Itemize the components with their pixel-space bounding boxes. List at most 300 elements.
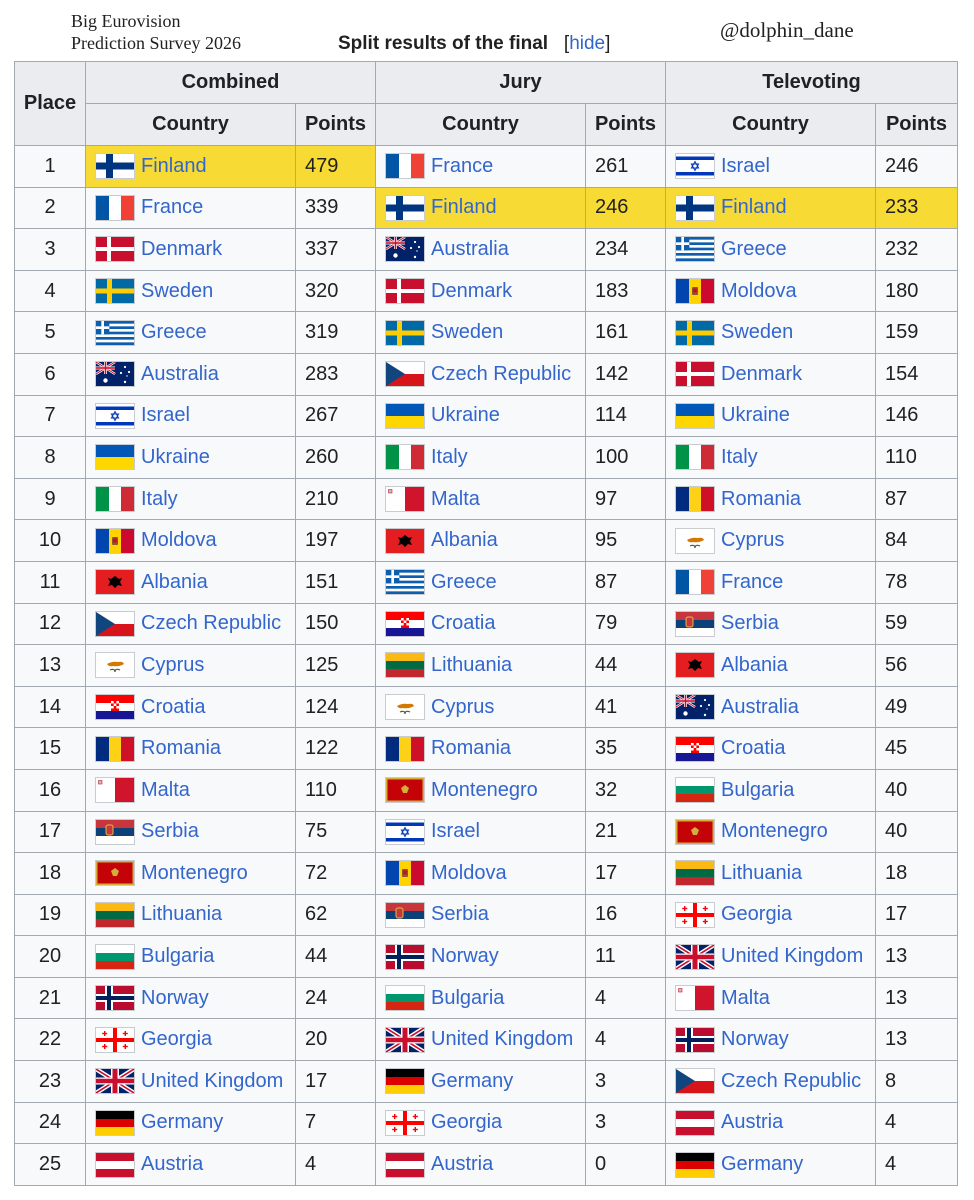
place-cell: 20 — [15, 936, 86, 978]
country-link[interactable]: Germany — [141, 1111, 224, 1134]
finland-flag — [95, 153, 135, 179]
televoting-country-cell — [666, 853, 876, 895]
combined-country-cell — [86, 353, 296, 395]
country-link[interactable]: Romania — [141, 737, 222, 760]
combined-points-cell: 267 — [296, 395, 376, 437]
country-link[interactable]: United Kingdom — [431, 1028, 574, 1051]
survey-title — [71, 10, 241, 54]
country-link[interactable]: United Kingdom — [721, 945, 864, 968]
country-link[interactable]: Serbia — [431, 903, 489, 926]
table-row — [15, 769, 958, 811]
televoting-country-cell — [666, 811, 876, 853]
country-link[interactable]: Italy — [721, 445, 758, 468]
austria-flag — [95, 1152, 135, 1178]
combined-country-cell — [86, 769, 296, 811]
lithuania-flag — [95, 902, 135, 928]
country-link[interactable]: Bulgaria — [141, 945, 215, 968]
televoting-points-cell: 84 — [876, 520, 958, 562]
country-link[interactable]: Georgia — [141, 1028, 213, 1051]
croatia-flag — [95, 694, 135, 720]
jury-points-cell: 234 — [586, 229, 666, 271]
croatia-flag — [675, 736, 715, 762]
combined-points-cell: 75 — [296, 811, 376, 853]
country-link[interactable]: Israel — [721, 154, 770, 177]
serbia-flag — [385, 902, 425, 928]
austria-flag — [385, 1152, 425, 1178]
jury-points-cell: 3 — [586, 1102, 666, 1144]
country-link[interactable]: Israel — [141, 404, 190, 427]
table-row — [15, 146, 958, 188]
country-link[interactable]: Malta — [141, 778, 190, 801]
austria-flag — [675, 1110, 715, 1136]
combined-points-cell: 339 — [296, 187, 376, 229]
place-cell: 3 — [15, 229, 86, 271]
country-link[interactable]: Denmark — [721, 362, 803, 385]
finland-flag — [675, 195, 715, 221]
jury-country-cell — [376, 478, 586, 520]
table-row — [15, 395, 958, 437]
country-link[interactable]: Georgia — [431, 1111, 503, 1134]
combined-points-cell: 122 — [296, 728, 376, 770]
televoting-points-cell: 159 — [876, 312, 958, 354]
finland-flag — [385, 195, 425, 221]
country-link[interactable]: Serbia — [721, 612, 779, 635]
greece-flag — [385, 569, 425, 595]
country-link[interactable]: Ukraine — [141, 445, 210, 468]
table-caption: Split results of the final [hide] — [338, 33, 611, 54]
country-link[interactable]: Italy — [141, 487, 178, 510]
jury-country-cell — [376, 561, 586, 603]
jury-country-cell — [376, 312, 586, 354]
combined-points-cell: 110 — [296, 769, 376, 811]
place-cell: 17 — [15, 811, 86, 853]
televoting-points-cell: 13 — [876, 936, 958, 978]
combined-country-cell — [86, 936, 296, 978]
televoting-country-cell — [666, 270, 876, 312]
televoting-points-cell: 8 — [876, 1061, 958, 1103]
jury-country-cell — [376, 146, 586, 188]
country-link[interactable]: Sweden — [431, 321, 504, 344]
denmark-flag — [675, 361, 715, 387]
jury-header: Jury — [376, 62, 666, 104]
televoting-points-cell: 13 — [876, 977, 958, 1019]
country-link[interactable]: United Kingdom — [141, 1069, 284, 1092]
country-link[interactable]: Australia — [721, 695, 799, 718]
combined-points-cell: 44 — [296, 936, 376, 978]
country-link[interactable]: Czech Republic — [431, 362, 572, 385]
place-cell: 22 — [15, 1019, 86, 1061]
country-link[interactable]: Greece — [431, 570, 497, 593]
combined-header: Combined — [86, 62, 376, 104]
place-cell: 11 — [15, 561, 86, 603]
televoting-points-cell: 49 — [876, 686, 958, 728]
combined-country-cell — [86, 603, 296, 645]
televoting-points-cell: 17 — [876, 894, 958, 936]
televoting-points-cell: 110 — [876, 437, 958, 479]
country-link[interactable]: Germany — [431, 1069, 514, 1092]
combined-country-cell — [86, 1144, 296, 1186]
cyprus-flag — [95, 652, 135, 678]
televoting-country-cell — [666, 146, 876, 188]
norway-flag — [385, 944, 425, 970]
table-row — [15, 229, 958, 271]
country-link[interactable]: Moldova — [721, 279, 797, 302]
jury-country-cell — [376, 603, 586, 645]
norway-flag — [95, 985, 135, 1011]
place-cell: 5 — [15, 312, 86, 354]
denmark-flag — [95, 236, 135, 262]
jury-country-cell — [376, 1019, 586, 1061]
televoting-points-cell: 18 — [876, 853, 958, 895]
combined-points-cell: 20 — [296, 1019, 376, 1061]
televoting-country-cell — [666, 977, 876, 1019]
germany-flag — [95, 1110, 135, 1136]
jury-points-cell: 35 — [586, 728, 666, 770]
country-link[interactable]: Cyprus — [431, 695, 495, 718]
jury-country-cell — [376, 1102, 586, 1144]
combined-country-cell — [86, 1102, 296, 1144]
table-row — [15, 1061, 958, 1103]
combined-country-cell — [86, 977, 296, 1019]
country-link[interactable]: Norway — [431, 945, 499, 968]
israel-flag — [95, 403, 135, 429]
germany-flag — [675, 1152, 715, 1178]
jury-country-cell — [376, 769, 586, 811]
jury-country-cell — [376, 270, 586, 312]
combined-country-cell — [86, 853, 296, 895]
televoting-country-cell — [666, 1102, 876, 1144]
jury-points-cell: 0 — [586, 1144, 666, 1186]
country-link[interactable]: Croatia — [431, 612, 496, 635]
table-row — [15, 561, 958, 603]
table-row — [15, 187, 958, 229]
country-link[interactable]: Moldova — [431, 861, 507, 884]
country-link[interactable]: Romania — [721, 487, 802, 510]
jury-points-cell: 95 — [586, 520, 666, 562]
combined-points-cell: 24 — [296, 977, 376, 1019]
greece-flag — [675, 236, 715, 262]
caption-title: Split results of the final — [338, 33, 549, 54]
table-row — [15, 686, 958, 728]
country-link[interactable]: Austria — [431, 1153, 494, 1176]
televoting-points-cell: 40 — [876, 769, 958, 811]
televoting-country-cell — [666, 1061, 876, 1103]
georgia-flag — [385, 1110, 425, 1136]
jury-points-cell: 161 — [586, 312, 666, 354]
country-link[interactable]: Greece — [141, 321, 207, 344]
combined-points-cell: 320 — [296, 270, 376, 312]
country-link[interactable]: Germany — [721, 1153, 804, 1176]
country-link[interactable]: France — [141, 196, 204, 219]
country-link[interactable]: Croatia — [141, 695, 206, 718]
televoting-points-cell: 146 — [876, 395, 958, 437]
france-flag — [95, 195, 135, 221]
country-link[interactable]: France — [431, 154, 494, 177]
combined-country-cell — [86, 146, 296, 188]
combined-country-cell — [86, 437, 296, 479]
place-cell: 7 — [15, 395, 86, 437]
jury-country-cell — [376, 728, 586, 770]
country-link[interactable]: Bulgaria — [721, 778, 795, 801]
place-cell: 6 — [15, 353, 86, 395]
jury-points-cell: 79 — [586, 603, 666, 645]
sweden-flag — [385, 320, 425, 346]
combined-country-cell — [86, 1061, 296, 1103]
combined-points-cell: 151 — [296, 561, 376, 603]
combined-points-cell: 150 — [296, 603, 376, 645]
place-cell: 1 — [15, 146, 86, 188]
serbia-flag — [675, 611, 715, 637]
televoting-points-cell: 13 — [876, 1019, 958, 1061]
place-cell: 10 — [15, 520, 86, 562]
georgia-flag — [95, 1027, 135, 1053]
jury-country-cell — [376, 686, 586, 728]
jury-country-cell — [376, 520, 586, 562]
country-link[interactable]: Austria — [141, 1153, 204, 1176]
jury-country-cell — [376, 437, 586, 479]
table-row — [15, 853, 958, 895]
combined-points-cell: 319 — [296, 312, 376, 354]
combined-country-cell — [86, 187, 296, 229]
italy-flag — [95, 486, 135, 512]
jury-points-cell: 87 — [586, 561, 666, 603]
country-link[interactable]: Montenegro — [141, 861, 248, 884]
jury-country-cell — [376, 977, 586, 1019]
country-link[interactable]: Sweden — [141, 279, 214, 302]
country-link[interactable]: Denmark — [141, 237, 223, 260]
country-link[interactable]: Serbia — [141, 820, 199, 843]
united-kingdom-flag — [95, 1068, 135, 1094]
israel-flag — [675, 153, 715, 179]
televoting-country-cell — [666, 728, 876, 770]
televoting-country-cell — [666, 686, 876, 728]
televoting-country-cell — [666, 645, 876, 687]
denmark-flag — [385, 278, 425, 304]
country-link[interactable]: Malta — [431, 487, 480, 510]
france-flag — [385, 153, 425, 179]
bulgaria-flag — [675, 777, 715, 803]
combined-country-cell — [86, 229, 296, 271]
country-link[interactable]: Finland — [431, 196, 497, 219]
points-header: Points — [296, 104, 376, 146]
country-link[interactable]: Norway — [721, 1028, 789, 1051]
romania-flag — [95, 736, 135, 762]
country-link[interactable]: Greece — [721, 237, 787, 260]
czech-republic-flag — [675, 1068, 715, 1094]
place-cell: 9 — [15, 478, 86, 520]
country-link[interactable]: Lithuania — [141, 903, 223, 926]
germany-flag — [385, 1068, 425, 1094]
italy-flag — [675, 444, 715, 470]
norway-flag — [675, 1027, 715, 1053]
country-link[interactable]: Lithuania — [431, 653, 513, 676]
country-link[interactable]: Denmark — [431, 279, 513, 302]
montenegro-flag — [95, 860, 135, 886]
table-row — [15, 728, 958, 770]
country-link[interactable]: Moldova — [141, 529, 217, 552]
jury-points-cell: 183 — [586, 270, 666, 312]
jury-points-cell: 4 — [586, 977, 666, 1019]
televoting-header: Televoting — [666, 62, 958, 104]
jury-points-cell: 44 — [586, 645, 666, 687]
country-link[interactable]: Finland — [141, 154, 207, 177]
place-cell: 25 — [15, 1144, 86, 1186]
montenegro-flag — [675, 819, 715, 845]
combined-country-cell — [86, 728, 296, 770]
country-link[interactable]: Bulgaria — [431, 986, 505, 1009]
table-row — [15, 977, 958, 1019]
malta-flag — [675, 985, 715, 1011]
place-cell: 15 — [15, 728, 86, 770]
australia-flag — [675, 694, 715, 720]
televoting-points-cell: 59 — [876, 603, 958, 645]
combined-country-cell — [86, 395, 296, 437]
georgia-flag — [675, 902, 715, 928]
place-cell: 19 — [15, 894, 86, 936]
country-link[interactable]: Cyprus — [721, 529, 785, 552]
combined-points-cell: 62 — [296, 894, 376, 936]
table-row — [15, 1144, 958, 1186]
country-link[interactable]: Ukraine — [721, 404, 790, 427]
malta-flag — [95, 777, 135, 803]
jury-country-cell — [376, 645, 586, 687]
hide-link[interactable]: hide — [569, 33, 606, 54]
country-link[interactable]: Montenegro — [721, 820, 828, 843]
televoting-points-cell: 4 — [876, 1144, 958, 1186]
televoting-points-cell: 233 — [876, 187, 958, 229]
survey-title-line1: Big Eurovision — [71, 11, 181, 31]
televoting-points-cell: 4 — [876, 1102, 958, 1144]
points-header: Points — [586, 104, 666, 146]
jury-country-cell — [376, 894, 586, 936]
jury-points-cell: 16 — [586, 894, 666, 936]
combined-points-cell: 125 — [296, 645, 376, 687]
country-link[interactable]: Albania — [141, 570, 208, 593]
televoting-points-cell: 56 — [876, 645, 958, 687]
moldova-flag — [385, 860, 425, 886]
combined-country-cell — [86, 894, 296, 936]
table-row — [15, 353, 958, 395]
jury-country-cell — [376, 395, 586, 437]
country-link[interactable]: Cyprus — [141, 653, 205, 676]
jury-points-cell: 41 — [586, 686, 666, 728]
country-link[interactable]: Georgia — [721, 903, 793, 926]
televoting-country-cell — [666, 769, 876, 811]
country-header: Country — [376, 104, 586, 146]
combined-country-cell — [86, 686, 296, 728]
malta-flag — [385, 486, 425, 512]
jury-points-cell: 261 — [586, 146, 666, 188]
table-row — [15, 894, 958, 936]
country-header: Country — [86, 104, 296, 146]
place-cell: 13 — [15, 645, 86, 687]
televoting-points-cell: 78 — [876, 561, 958, 603]
jury-points-cell: 246 — [586, 187, 666, 229]
table-row — [15, 520, 958, 562]
jury-country-cell — [376, 811, 586, 853]
cyprus-flag — [675, 528, 715, 554]
table-row — [15, 811, 958, 853]
jury-points-cell: 11 — [586, 936, 666, 978]
place-cell: 12 — [15, 603, 86, 645]
televoting-points-cell: 232 — [876, 229, 958, 271]
country-link[interactable]: Sweden — [721, 321, 794, 344]
ukraine-flag — [95, 444, 135, 470]
table-row — [15, 478, 958, 520]
italy-flag — [385, 444, 425, 470]
australia-flag — [385, 236, 425, 262]
televoting-country-cell — [666, 312, 876, 354]
country-link[interactable]: France — [721, 570, 784, 593]
combined-country-cell — [86, 270, 296, 312]
combined-points-cell: 479 — [296, 146, 376, 188]
televoting-country-cell — [666, 1019, 876, 1061]
country-link[interactable]: Albania — [431, 529, 498, 552]
country-link[interactable]: Ukraine — [431, 404, 500, 427]
country-link[interactable]: Israel — [431, 820, 480, 843]
country-link[interactable]: Finland — [721, 196, 787, 219]
country-link[interactable]: Czech Republic — [721, 1069, 862, 1092]
jury-points-cell: 17 — [586, 853, 666, 895]
points-header: Points — [876, 104, 958, 146]
table-row — [15, 437, 958, 479]
televoting-country-cell — [666, 437, 876, 479]
lithuania-flag — [675, 860, 715, 886]
country-link[interactable]: Norway — [141, 986, 209, 1009]
combined-points-cell: 72 — [296, 853, 376, 895]
country-link[interactable]: Malta — [721, 986, 770, 1009]
jury-points-cell: 100 — [586, 437, 666, 479]
jury-country-cell — [376, 229, 586, 271]
televoting-country-cell — [666, 561, 876, 603]
country-link[interactable]: Australia — [141, 362, 219, 385]
combined-points-cell: 197 — [296, 520, 376, 562]
televoting-country-cell — [666, 894, 876, 936]
montenegro-flag — [385, 777, 425, 803]
table-row — [15, 270, 958, 312]
country-link[interactable]: Croatia — [721, 737, 786, 760]
country-link[interactable]: Australia — [431, 237, 509, 260]
results-table — [14, 61, 958, 1186]
combined-points-cell: 260 — [296, 437, 376, 479]
country-link[interactable]: Albania — [721, 653, 788, 676]
author-handle: @dolphin_dane — [720, 18, 854, 42]
combined-country-cell — [86, 561, 296, 603]
country-link[interactable]: Montenegro — [431, 778, 538, 801]
czech-republic-flag — [385, 361, 425, 387]
sweden-flag — [675, 320, 715, 346]
united-kingdom-flag — [675, 944, 715, 970]
country-link[interactable]: Romania — [431, 737, 512, 760]
jury-points-cell: 114 — [586, 395, 666, 437]
country-link[interactable]: Austria — [721, 1111, 784, 1134]
country-header: Country — [666, 104, 876, 146]
greece-flag — [95, 320, 135, 346]
cyprus-flag — [385, 694, 425, 720]
combined-country-cell — [86, 478, 296, 520]
albania-flag — [385, 528, 425, 554]
country-link[interactable]: Italy — [431, 445, 468, 468]
televoting-points-cell: 246 — [876, 146, 958, 188]
televoting-points-cell: 40 — [876, 811, 958, 853]
country-link[interactable]: Lithuania — [721, 861, 803, 884]
place-cell: 24 — [15, 1102, 86, 1144]
televoting-points-cell: 45 — [876, 728, 958, 770]
country-link[interactable]: Czech Republic — [141, 612, 282, 635]
jury-points-cell: 4 — [586, 1019, 666, 1061]
bulgaria-flag — [385, 985, 425, 1011]
combined-points-cell: 210 — [296, 478, 376, 520]
